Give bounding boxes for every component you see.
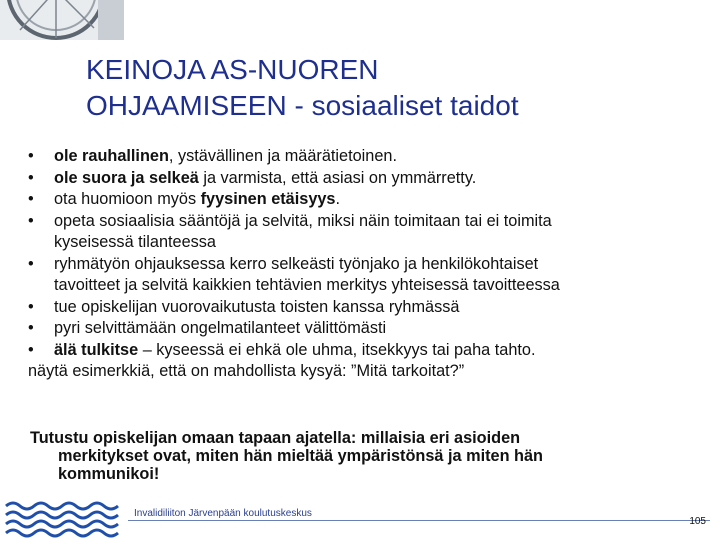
- slide-title: [86, 52, 519, 124]
- bullet-marker: •: [28, 254, 34, 273]
- bullet-text-continuation: tavoitteet ja selvitä kaikkien tehtävien merkitys yhteisessä tavoitteessa: [54, 276, 560, 294]
- list-item: [28, 146, 708, 168]
- list-item: [28, 168, 708, 190]
- list-item: [28, 189, 708, 211]
- page-number: 105: [689, 516, 706, 527]
- bullet-text: opeta sosiaalisia sääntöjä ja selvitä, miksi näin toimitaan tai ei toimita: [54, 211, 552, 230]
- bullet-emphasis: älä tulkitse: [54, 340, 139, 359]
- bullet-emphasis: ole rauhallinen: [54, 147, 169, 165]
- list-item: [28, 211, 708, 254]
- list-item: [28, 254, 708, 297]
- bullet-list: [28, 146, 708, 383]
- bullet-text-continuation: kyseisessä tilanteessa: [54, 233, 216, 251]
- bullet-marker: •: [28, 168, 34, 187]
- corner-photo: [0, 0, 124, 40]
- bullet-emphasis: ole suora ja selkeä: [54, 168, 199, 187]
- bullet-text: , ystävällinen ja määrätietoinen.: [168, 147, 397, 165]
- paragraph-line-1: Tutustu opiskelijan omaan tapaan ajatella: millaisia eri asioiden: [30, 429, 521, 447]
- bullet-text-end: .: [335, 190, 341, 208]
- example-line: näytä esimerkkiä, että on mahdollista kysyä: ”Mitä tarkoitat?”: [28, 362, 465, 380]
- footer-organization: Invalidiliiton Järvenpään koulutuskeskus: [134, 508, 312, 519]
- paragraph-line-2: merkitykset ovat, miten hän mieltää ympäristönsä ja miten hän: [58, 447, 543, 465]
- bullet-marker: •: [28, 190, 34, 208]
- waves-logo-icon: [4, 498, 124, 540]
- paragraph-line-3: kommunikoi!: [58, 465, 160, 483]
- bullet-marker: •: [28, 297, 34, 316]
- bullet-text: ja varmista, että asiasi on ymmärretty.: [198, 168, 477, 187]
- title-line-1: KEINOJA AS-NUOREN: [86, 54, 379, 85]
- list-item: [28, 318, 708, 340]
- bullet-text: pyri selvittämään ongelmatilanteet välittömästi: [54, 319, 387, 337]
- title-line-2: OHJAAMISEEN - sosiaaliset taidot: [86, 90, 519, 121]
- bullet-marker: •: [28, 340, 34, 359]
- bullet-text: tue opiskelijan vuorovaikutusta toisten kanssa ryhmässä: [54, 297, 460, 316]
- bullet-marker: •: [28, 211, 34, 230]
- bullet-text: ota huomioon myös: [54, 190, 201, 208]
- summary-paragraph: [30, 429, 690, 483]
- list-item: [28, 340, 708, 362]
- footer-divider: [128, 520, 710, 521]
- bullet-marker: •: [28, 319, 34, 337]
- bullet-text: – kyseessä ei ehkä ole uhma, itsekkyys tai paha tahto.: [138, 340, 536, 359]
- bullet-text: ryhmätyön ohjauksessa kerro selkeästi työnjako ja henkilökohtaiset: [54, 254, 539, 273]
- bullet-emphasis: fyysinen etäisyys: [200, 190, 336, 208]
- bullet-marker: •: [28, 147, 34, 165]
- list-item: [28, 297, 708, 319]
